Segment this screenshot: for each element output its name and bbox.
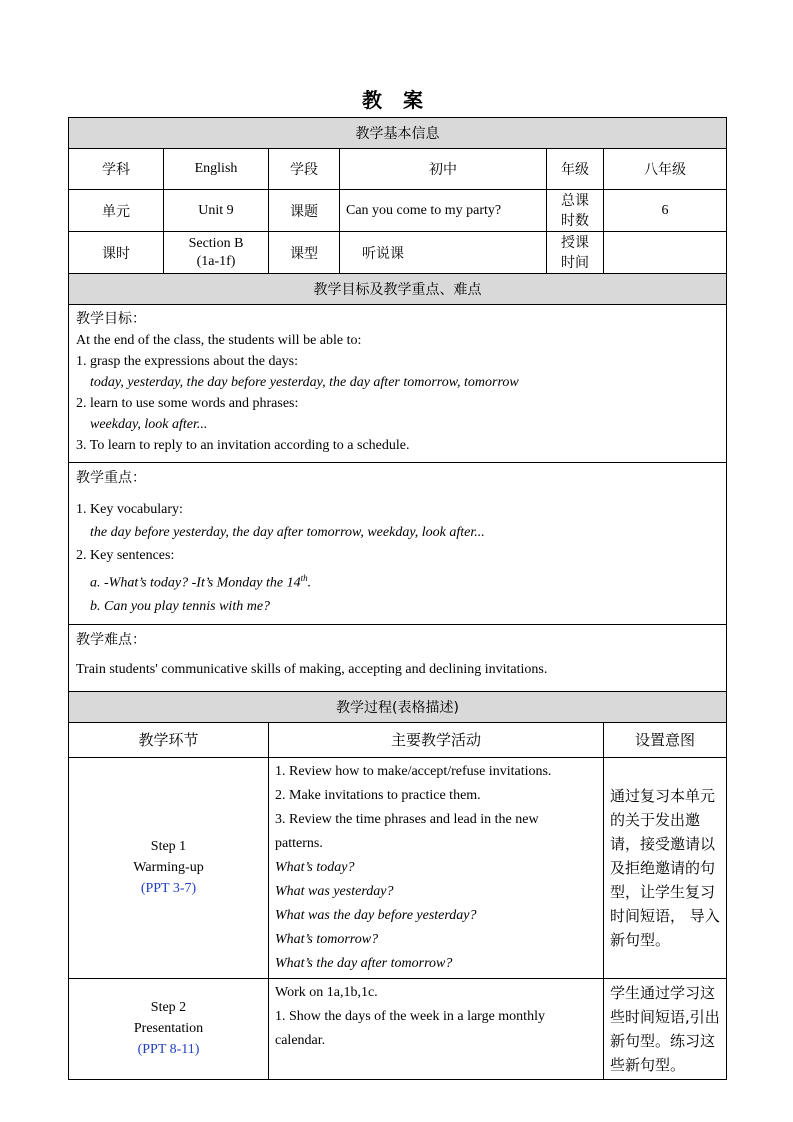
period-value <box>164 232 269 274</box>
total-hours-label <box>547 190 604 232</box>
type-label: 课型 <box>269 232 340 274</box>
objective-2: 2. learn to use some words and phrases: <box>76 396 299 411</box>
step-2-activity-1: Work on 1a,1b,1c. <box>275 984 378 1000</box>
objective-1: 1. grasp the expressions about the days: <box>76 354 299 369</box>
step-1-name: Warming-up <box>133 860 204 876</box>
period-label: 课时 <box>69 232 164 274</box>
process-header: 教学过程(表格描述) <box>69 691 727 722</box>
step-1-question-2: What was yesterday? <box>275 883 394 899</box>
key-points-cell <box>69 463 727 625</box>
key-point-1-detail: the day before yesterday, the day after tomorrow, weekday, look after... <box>90 525 485 540</box>
objectives-label: 教学目标： <box>76 311 146 327</box>
step-2-activities <box>269 978 604 1079</box>
step-1-question-3: What was the day before yesterday? <box>275 907 477 923</box>
key-sentence-a-text: a. -What’s today? -It’s Monday the 14 <box>90 575 301 591</box>
total-hours-label-line2: 时数 <box>561 212 589 229</box>
step-2-cell <box>69 978 269 1079</box>
objective-3: 3. To learn to reply to an invitation according to a schedule. <box>76 438 410 453</box>
grade-label: 年级 <box>547 149 604 190</box>
total-hours-value: 6 <box>604 190 727 232</box>
step-2-ppt: (PPT 8-11) <box>137 1042 200 1058</box>
key-point-1: 1. Key vocabulary: <box>76 502 183 517</box>
period-value-line1: Section B <box>188 235 244 251</box>
grade-value: 八年级 <box>604 149 727 190</box>
step-2-activity-2: 1. Show the days of the week in a large monthly <box>275 1008 545 1024</box>
objectives-intro: At the end of the class, the students will be able to: <box>76 333 362 348</box>
col-activity-header: 主要教学活动 <box>269 722 604 757</box>
objective-2-detail: weekday, look after... <box>90 417 208 432</box>
basic-info-header: 教学基本信息 <box>69 118 727 149</box>
teaching-time-label-line2: 时间 <box>561 254 589 271</box>
step-1-ppt: (PPT 3-7) <box>140 881 197 897</box>
stage-value: 初中 <box>340 149 547 190</box>
step-1-activity-2: 2. Make invitations to practice them. <box>275 787 481 803</box>
stage-label: 学段 <box>269 149 340 190</box>
step-1-number: Step 1 <box>150 839 187 855</box>
type-value: 听说课 <box>340 232 547 274</box>
lesson-plan-table <box>68 117 726 1080</box>
step-1-cell <box>69 757 269 978</box>
step-1-question-4: What’s tomorrow? <box>275 931 379 947</box>
step-1-question-5: What’s the day after tomorrow? <box>275 955 453 971</box>
period-value-line2: (1a-1f) <box>196 253 236 269</box>
col-purpose-header: 设置意图 <box>604 722 727 757</box>
topic-value: Can you come to my party? <box>340 190 547 232</box>
difficult-points-label: 教学难点： <box>76 631 146 648</box>
subject-value: English <box>164 149 269 190</box>
step-1-activity-3: 3. Review the time phrases and lead in the new <box>275 811 539 827</box>
objective-1-detail: today, yesterday, the day before yesterday, the day after tomorrow, tomorrow <box>90 375 519 390</box>
goals-header: 教学目标及教学重点、难点 <box>69 274 727 305</box>
step-1-activities <box>269 757 604 978</box>
key-sentence-a-end: . <box>307 575 312 591</box>
topic-label: 课题 <box>269 190 340 232</box>
key-point-2: 2. Key sentences: <box>76 548 175 563</box>
key-sentence-a-sup: th <box>300 573 308 583</box>
objectives-cell <box>69 305 727 463</box>
unit-value: Unit 9 <box>164 190 269 232</box>
unit-label: 单元 <box>69 190 164 232</box>
step-2-purpose: 学生通过学习这些时间短语,引出新句型。练习这些新句型。 <box>604 978 727 1079</box>
step-1-purpose: 通过复习本单元的关于发出邀请，接受邀请以及拒绝邀请的句型，让学生复习时间短语， 导入新句型。 <box>604 757 727 978</box>
step-1-activity-3b: patterns. <box>275 835 323 851</box>
total-hours-label-line1: 总课 <box>561 192 589 209</box>
step-2-number: Step 2 <box>150 1000 187 1016</box>
page-title: 教 案 <box>362 90 431 112</box>
step-2-activity-2b: calendar. <box>275 1032 326 1048</box>
step-2-name: Presentation <box>133 1021 204 1037</box>
step-1-activity-1: 1. Review how to make/accept/refuse invitations. <box>275 763 552 779</box>
key-sentence-b: b. Can you play tennis with me? <box>90 598 271 614</box>
key-sentence-a <box>76 567 720 595</box>
difficult-points-text: Train students' communicative skills of making, accepting and declining invitations. <box>76 661 548 677</box>
key-points-label: 教学重点： <box>76 470 146 486</box>
col-stage-header: 教学环节 <box>69 722 269 757</box>
teaching-time-label <box>547 232 604 274</box>
teaching-time-label-line1: 授课 <box>561 234 589 251</box>
step-1-question-1: What’s today? <box>275 859 355 875</box>
teaching-time-value <box>604 232 727 274</box>
subject-label: 学科 <box>69 149 164 190</box>
difficult-points-cell <box>69 624 727 691</box>
